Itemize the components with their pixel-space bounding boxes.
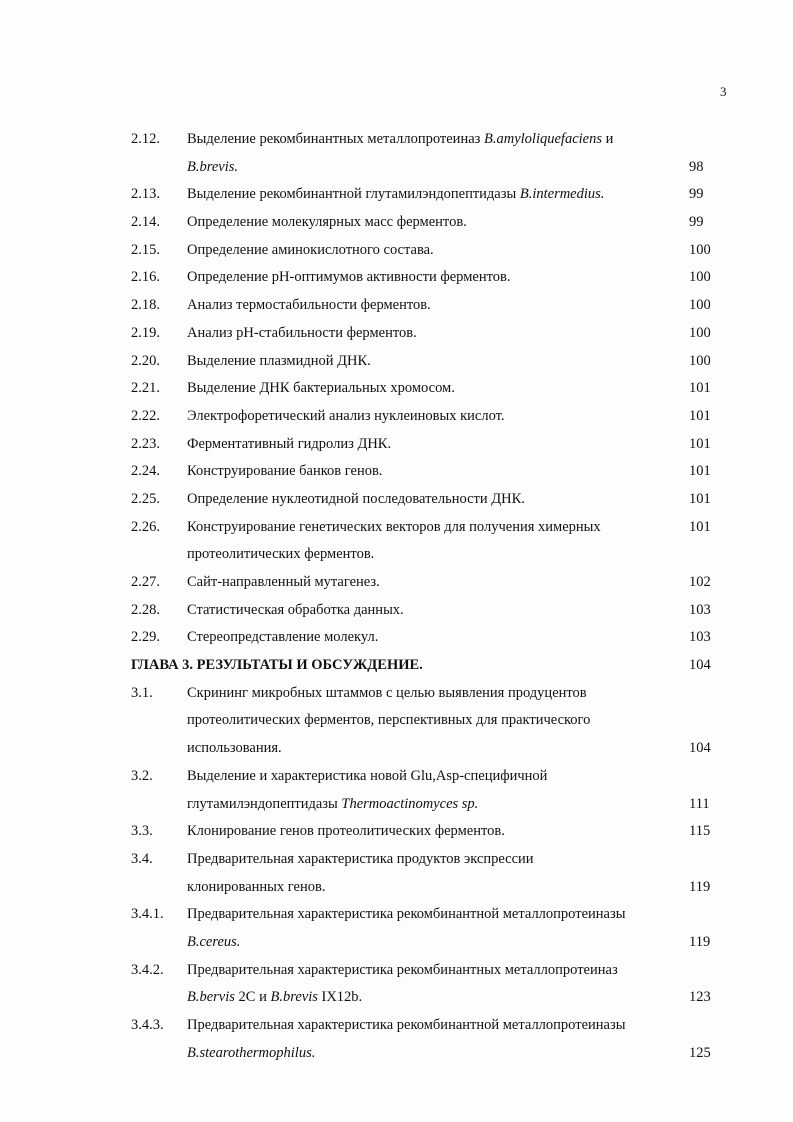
title-text: IX12b. xyxy=(317,989,363,1006)
section-number: 2.28. xyxy=(131,601,160,618)
toc-entry xyxy=(0,569,793,597)
section-number: 2.13. xyxy=(131,186,160,203)
title-text: Определение pH-оптимумов активности ферментов. xyxy=(187,269,511,286)
title-text: Выделение рекомбинантной глутамилэндопептидазы xyxy=(187,186,520,203)
toc-entry xyxy=(0,874,793,902)
page-reference: 99 xyxy=(689,214,704,231)
title-text: и xyxy=(601,131,614,147)
toc-entry xyxy=(0,1012,793,1040)
toc-entry xyxy=(0,624,793,652)
title-text: протеолитических ферментов. xyxy=(187,546,375,563)
toc-entry xyxy=(0,901,793,929)
page-reference: 101 xyxy=(689,463,711,480)
section-title xyxy=(187,791,478,819)
title-text: Ферментативный гидролиз ДНК. xyxy=(187,435,392,452)
chapter-heading: ГЛАВА 3. РЕЗУЛЬТАТЫ И ОБСУЖДЕНИЕ. xyxy=(131,657,423,674)
toc-entry xyxy=(0,514,793,542)
section-number: 3.1. xyxy=(131,684,153,701)
page-reference: 100 xyxy=(689,324,711,341)
section-number: 2.14. xyxy=(131,214,160,231)
title-text: Анализ термостабильности ферментов. xyxy=(187,297,431,314)
title-text: Определение нуклеотидной последовательности ДНК. xyxy=(187,490,525,507)
section-title xyxy=(187,1012,625,1040)
section-title xyxy=(187,431,391,459)
toc-entry xyxy=(0,320,793,348)
toc-entry xyxy=(0,541,793,569)
section-title xyxy=(187,458,382,486)
toc-entry xyxy=(0,237,793,265)
toc-entry xyxy=(0,403,793,431)
toc-entry xyxy=(0,154,793,182)
section-number: 2.24. xyxy=(131,463,160,480)
page-reference: 103 xyxy=(689,629,711,646)
section-title xyxy=(187,541,374,569)
page-reference: 104 xyxy=(689,657,711,674)
title-text: глутамилэндопептидазы xyxy=(187,795,342,812)
toc-entry xyxy=(0,735,793,763)
section-title xyxy=(187,984,362,1012)
section-title xyxy=(187,126,613,154)
title-text: Электрофоретический анализ нуклеиновых кислот. xyxy=(187,407,505,424)
section-title xyxy=(187,901,625,929)
page-reference: 101 xyxy=(689,380,711,397)
toc-entry xyxy=(0,431,793,459)
section-number: 2.12. xyxy=(131,131,160,147)
title-text: Конструирование генетических векторов для получения химерных xyxy=(187,518,601,535)
toc-entry xyxy=(0,652,793,680)
section-number: 2.21. xyxy=(131,380,160,397)
title-text: Клонирование генов протеолитических ферментов. xyxy=(187,823,505,840)
page-reference: 101 xyxy=(689,490,711,507)
toc-entry xyxy=(0,791,793,819)
section-title xyxy=(187,181,604,209)
toc-entry xyxy=(0,957,793,985)
section-title xyxy=(187,514,601,542)
title-text: Выделение ДНК бактериальных хромосом. xyxy=(187,380,455,397)
section-title xyxy=(187,929,240,957)
page-reference: 101 xyxy=(689,435,711,452)
section-number: 2.18. xyxy=(131,297,160,314)
toc-entry xyxy=(0,929,793,957)
page-reference: 115 xyxy=(689,823,711,840)
page-reference: 104 xyxy=(689,740,711,757)
section-title xyxy=(187,707,590,735)
page-number: 3 xyxy=(720,84,727,99)
section-title xyxy=(187,597,404,625)
section-number: 2.22. xyxy=(131,407,160,424)
section-number: 3.2. xyxy=(131,767,153,784)
section-title xyxy=(187,209,467,237)
title-text: Выделение рекомбинантных металлопротеиназ xyxy=(187,131,484,147)
species-name: B.stearothermophilus. xyxy=(187,1044,316,1061)
species-name: B.amyloliquefaciens xyxy=(484,131,602,147)
title-text: Статистическая обработка данных. xyxy=(187,601,404,618)
section-title xyxy=(187,237,434,265)
section-number: 2.16. xyxy=(131,269,160,286)
toc-entry xyxy=(0,984,793,1012)
page-reference: 101 xyxy=(689,407,711,424)
section-number: 2.20. xyxy=(131,352,160,369)
section-number: 2.29. xyxy=(131,629,160,646)
section-title xyxy=(187,763,547,791)
section-title xyxy=(187,486,525,514)
section-number: 2.23. xyxy=(131,435,160,452)
section-title xyxy=(187,348,371,376)
page-reference: 101 xyxy=(689,518,711,535)
toc-entry xyxy=(0,846,793,874)
page-reference: 103 xyxy=(689,601,711,618)
title-text: Определение молекулярных масс ферментов. xyxy=(187,214,467,231)
species-name: B.brevis xyxy=(270,989,318,1006)
section-number: 2.15. xyxy=(131,241,160,258)
toc-entry xyxy=(0,597,793,625)
section-title xyxy=(187,680,587,708)
toc-entry xyxy=(0,486,793,514)
species-name: B.brevis. xyxy=(187,158,239,175)
page-reference: 102 xyxy=(689,574,711,590)
section-number: 2.25. xyxy=(131,490,160,507)
section-number: 3.4.3. xyxy=(131,1017,164,1033)
toc-entry xyxy=(0,818,793,846)
section-number: 2.26. xyxy=(131,518,160,535)
section-number: 3.4. xyxy=(131,850,153,867)
title-text: Предварительная характеристика продуктов экспрессии xyxy=(187,850,534,867)
title-text: Конструирование банков генов. xyxy=(187,463,383,480)
title-text: Предварительная характеристика рекомбинантной металлопротеиназы xyxy=(187,906,626,923)
title-text: протеолитических ферментов, перспективных для практического xyxy=(187,712,591,729)
section-title xyxy=(187,818,505,846)
page-reference: 100 xyxy=(689,241,711,258)
table-of-contents xyxy=(0,126,793,1067)
toc-entry xyxy=(0,264,793,292)
title-text: Стереопредставление молекул. xyxy=(187,629,379,646)
page-reference: 119 xyxy=(689,878,711,895)
page-reference: 119 xyxy=(689,933,711,950)
title-text: использования. xyxy=(187,740,282,757)
toc-entry xyxy=(0,209,793,237)
toc-entry xyxy=(0,348,793,376)
title-text: клонированных генов. xyxy=(187,878,326,895)
section-number: 2.27. xyxy=(131,574,160,590)
toc-entry xyxy=(0,126,793,154)
toc-entry xyxy=(0,707,793,735)
species-name: B.intermedius. xyxy=(519,186,605,203)
section-title xyxy=(187,957,618,985)
toc-entry xyxy=(0,375,793,403)
page-reference: 99 xyxy=(689,186,704,203)
section-title xyxy=(187,624,378,652)
title-text: Определение аминокислотного состава. xyxy=(187,241,434,258)
species-name: B.cereus. xyxy=(187,933,241,950)
toc-entry xyxy=(0,292,793,320)
page-reference: 100 xyxy=(689,297,711,314)
section-title xyxy=(187,569,380,597)
section-title xyxy=(187,846,534,874)
page-reference: 111 xyxy=(689,795,710,812)
page-reference: 100 xyxy=(689,352,711,369)
toc-entry xyxy=(0,680,793,708)
section-number: 3.4.2. xyxy=(131,961,164,978)
section-title xyxy=(187,1040,315,1068)
species-name: Thermoactinomyces sp. xyxy=(341,795,479,812)
section-title xyxy=(187,403,505,431)
toc-entry xyxy=(0,181,793,209)
title-text: Выделение и характеристика новой Glu,Asp-специфичной xyxy=(187,767,548,784)
title-text: Предварительная характеристика рекомбинантных металлопротеиназ xyxy=(187,961,618,978)
page-reference: 100 xyxy=(689,269,711,286)
toc-entry xyxy=(0,763,793,791)
section-title xyxy=(187,154,238,182)
species-name: B.bervis xyxy=(187,989,235,1006)
page-reference: 98 xyxy=(689,158,704,175)
title-text: 2C и xyxy=(234,989,271,1006)
title-text: Предварительная характеристика рекомбинантной металлопротеиназы xyxy=(187,1017,626,1033)
title-text: Анализ pH-стабильности ферментов. xyxy=(187,324,417,341)
title-text: Выделение плазмидной ДНК. xyxy=(187,352,371,369)
toc-entry xyxy=(0,1040,793,1068)
section-number: 3.3. xyxy=(131,823,153,840)
section-title xyxy=(187,375,455,403)
title-text: Сайт-направленный мутагенез. xyxy=(187,574,380,590)
page-reference: 125 xyxy=(689,1044,711,1061)
toc-entry xyxy=(0,458,793,486)
section-number: 3.4.1. xyxy=(131,906,164,923)
section-title xyxy=(187,735,282,763)
title-text: Скрининг микробных штаммов с целью выявления продуцентов xyxy=(187,684,587,701)
section-title xyxy=(187,292,431,320)
page-reference: 123 xyxy=(689,989,711,1006)
section-number: 2.19. xyxy=(131,324,160,341)
section-title xyxy=(187,874,325,902)
section-title xyxy=(187,320,417,348)
section-title xyxy=(187,264,510,292)
